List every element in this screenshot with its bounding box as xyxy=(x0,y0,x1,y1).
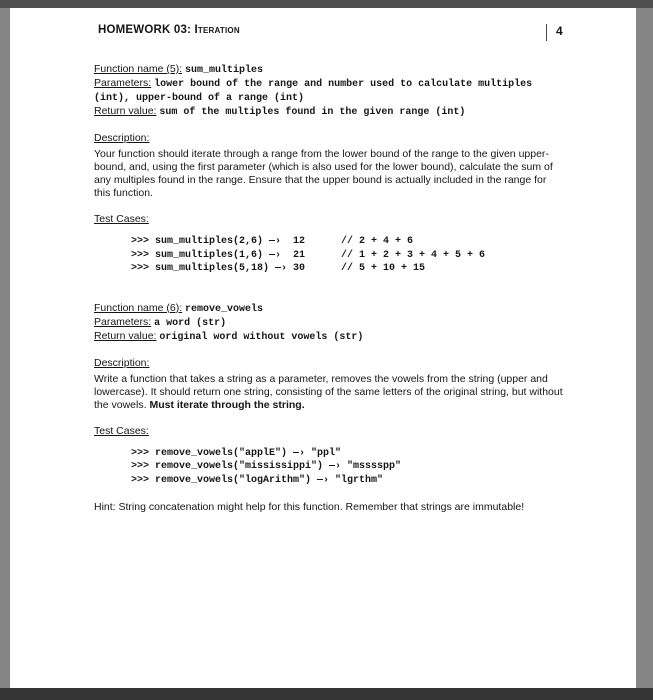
test-case-line: >>> remove_vowels("applE") —› "ppl" xyxy=(131,447,342,459)
function-name-value: remove_vowels xyxy=(185,303,264,315)
parameters-label: Parameters: xyxy=(94,315,152,328)
function-name-label: Function name (6): xyxy=(94,301,183,314)
meta-line-return-value xyxy=(94,105,564,119)
section-sum-multiples xyxy=(94,63,564,276)
return-value-label: Return value: xyxy=(94,105,157,117)
test-cases-heading: Test Cases: xyxy=(94,213,149,225)
test-case-line: >>> sum_multiples(1,6) —› 21 // 1 + 2 + 3 + 4 + 5 + 6 xyxy=(131,249,486,261)
parameters-value: a word (str) xyxy=(154,317,227,329)
page-number: 4 xyxy=(546,24,564,41)
description-paragraph xyxy=(94,148,564,200)
test-cases-heading: Test Cases: xyxy=(94,424,149,437)
meta-line-return-value xyxy=(94,330,564,344)
viewer-bottom-edge xyxy=(0,688,653,700)
test-cases-code-block xyxy=(131,447,564,488)
return-value-value: original word without vowels (str) xyxy=(159,331,364,343)
description-heading: Description: xyxy=(94,132,150,144)
meta-line-parameters xyxy=(94,316,564,330)
description-heading: Description: xyxy=(94,356,150,369)
parameters-label: Parameters: xyxy=(94,77,152,89)
document-page xyxy=(10,8,636,688)
return-value-value: sum of the multiples found in the given range (int) xyxy=(159,107,466,118)
meta-line-function-name xyxy=(94,302,564,316)
hint-text: Hint: String concatenation might help for this function. Remember that strings are immutable! xyxy=(94,501,525,513)
test-case-line: >>> remove_vowels("logArithm") —› "lgrthm" xyxy=(131,474,384,486)
viewer-top-edge xyxy=(0,0,653,8)
description-paragraph xyxy=(94,373,564,412)
return-value-label: Return value: xyxy=(94,329,157,342)
section-remove-vowels xyxy=(94,302,564,488)
page-content xyxy=(10,8,636,514)
description-text: Write a function that takes a string as a parameter, removes the vowels from the string (upper and lowercase). It should return one string, consisting of the same letters of the original string, but without the vowels. xyxy=(94,372,563,411)
test-case-line: >>> sum_multiples(2,6) —› 12 // 2 + 4 + 6 xyxy=(131,236,414,247)
meta-line-function-name xyxy=(94,63,564,77)
page-header xyxy=(94,24,564,41)
test-cases-code-block xyxy=(131,235,564,276)
document-title: HOMEWORK 03: Iteration xyxy=(98,24,240,36)
test-case-line: >>> sum_multiples(5,18) —› 30 // 5 + 10 + 15 xyxy=(131,263,426,274)
description-text: Your function should iterate through a range from the lower bound of the range to the given upper-bound, and, using the first parameter (which is also used for the lower bound), calculate the sum of any multiples found in the range. Ensure that the upper bound is actually included in the range for this function. xyxy=(94,148,553,199)
function-name-label: Function name (5): xyxy=(94,63,183,75)
test-case-line: >>> remove_vowels("mississippi") —› "msssspp" xyxy=(131,461,402,472)
parameters-value: lower bound of the range and number used to calculate multiples (int), upper-bound of a range (int) xyxy=(94,79,533,104)
meta-line-parameters xyxy=(94,77,564,105)
description-bold-text: Must iterate through the string. xyxy=(149,398,305,411)
function-name-value: sum_multiples xyxy=(185,65,264,76)
